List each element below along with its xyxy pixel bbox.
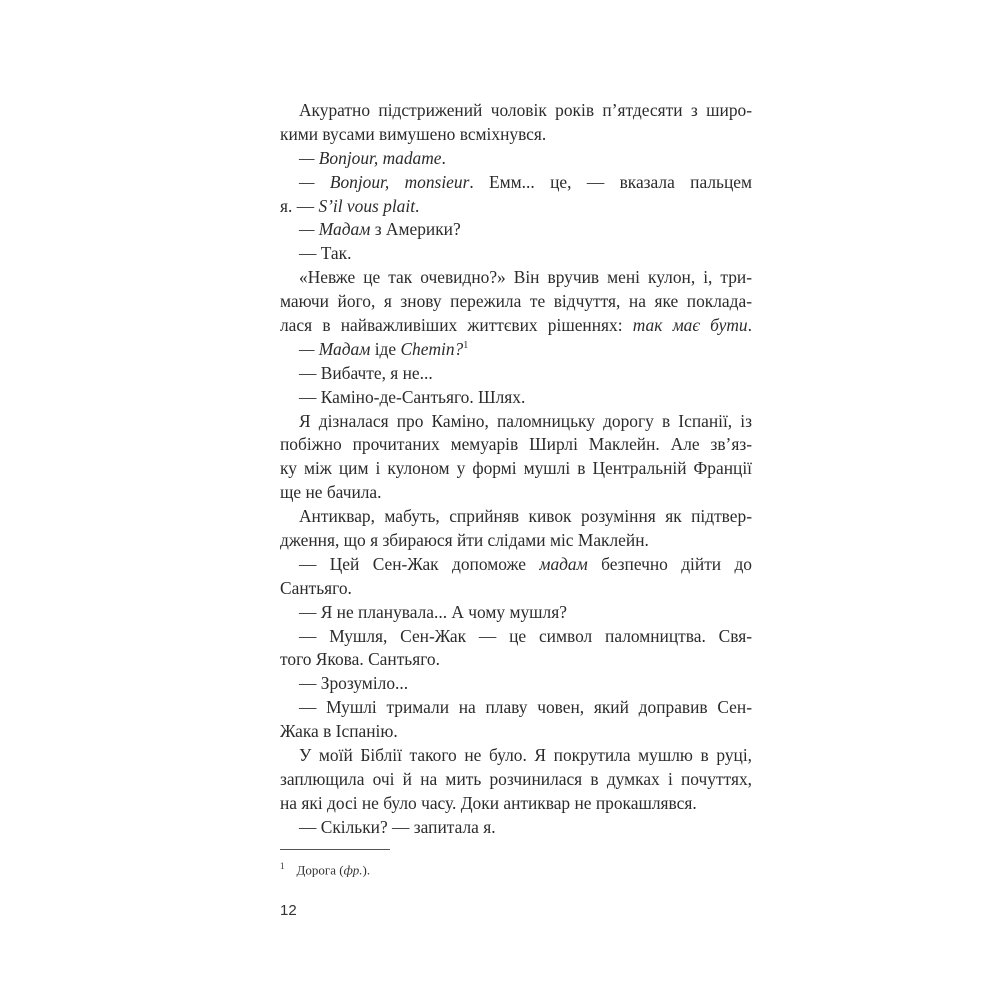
text: безпечно дійти до (587, 553, 753, 574)
text: Антиквар, мабуть, сприйняв кивок розуміння як підтвер- (299, 506, 752, 527)
dialogue-line (280, 386, 752, 410)
text: . (415, 195, 420, 216)
text: заплющила очі й на мить розчинилася в думках і почуттях, (280, 768, 752, 789)
italic-text: — Мадам (299, 219, 371, 240)
footnote-reference: 1 (463, 340, 469, 352)
dialogue-line (280, 601, 752, 625)
page-body (280, 99, 752, 840)
text: — Мушля, Сен-Жак — це символ паломництва. Свя- (299, 625, 752, 646)
italic-text: — Bonjour, monsieur (299, 171, 470, 192)
text: . (747, 315, 752, 336)
text-line (280, 481, 752, 505)
dialogue-line (280, 147, 752, 171)
text-line (280, 266, 752, 290)
text-line (280, 648, 752, 672)
italic-text: мадам (539, 553, 588, 574)
text-line (280, 529, 752, 553)
dialogue-line (280, 218, 752, 242)
text: — Зрозуміло... (299, 673, 409, 694)
text: дження, що я збираюся йти слідами міс Маклейн. (280, 530, 649, 551)
text: . Емм... це, — вказала пальцем (469, 171, 752, 192)
text-line (280, 577, 752, 601)
italic-text: Chemin? (400, 338, 464, 359)
text: з Америки? (370, 219, 461, 240)
dialogue-line (280, 672, 752, 696)
dialogue-line (280, 696, 752, 720)
text: — Цей Сен-Жак допоможе (299, 553, 540, 574)
text: У моїй Біблії такого не було. Я покрутила мушлю в руці, (299, 745, 752, 766)
text: того Якова. Сантьяго. (280, 649, 440, 670)
text: кими вусами вимушено всміхнувся. (280, 123, 547, 144)
text: Я дізналася про Каміно, паломницьку дорогу в Іспанії, із (299, 410, 752, 431)
page-number: 12 (280, 902, 297, 919)
text-line (280, 314, 752, 338)
text: . (441, 147, 446, 168)
text-line (280, 720, 752, 744)
text: я. — (280, 195, 319, 216)
text: побіжно прочитаних мемуарів Ширлі Маклейн. Але зв’яз- (280, 434, 752, 455)
footnote-text: Дорога ( (296, 862, 344, 878)
dialogue-line (280, 171, 752, 195)
text-line (280, 195, 752, 219)
text-line (280, 505, 752, 529)
dialogue-line (280, 625, 752, 649)
text-line (280, 457, 752, 481)
text: — Я не планувала... А чому мушля? (299, 601, 567, 622)
text: «Невже це так очевидно?» Він вручив мені кулон, і, три- (299, 267, 752, 288)
text: ще не бачила. (280, 482, 382, 503)
dialogue-line (280, 816, 752, 840)
footnote (280, 857, 370, 879)
italic-text: — Bonjour, madame (299, 147, 442, 168)
text: Жака в Іспанію. (280, 721, 398, 742)
footnote-number: 1 (280, 861, 285, 871)
italic-text: S’il vous plait (318, 195, 416, 216)
text: лася в найважливіших життєвих рішеннях: (280, 315, 633, 336)
footnote-text: ). (362, 862, 371, 878)
text: — Каміно-де-Сантьяго. Шлях. (299, 386, 526, 407)
text-line (280, 123, 752, 147)
dialogue-line (280, 553, 752, 577)
text: — Скільки? — запитала я. (299, 816, 496, 837)
text: — Так. (299, 243, 352, 264)
text-line (280, 768, 752, 792)
text-line (280, 290, 752, 314)
dialogue-line (280, 362, 752, 386)
text: на які досі не було часу. Доки антиквар не прокашлявся. (280, 792, 697, 813)
text: — Мушлі тримали на плаву човен, який доправив Сен- (299, 697, 752, 718)
text: іде (370, 338, 401, 359)
text: ку між цим і кулоном у формі мушлі в Центральній Франції (280, 458, 752, 479)
dialogue-line (280, 338, 752, 362)
text: маючи його, я знову пережила те відчуття, на яке поклада- (280, 291, 752, 312)
text: — Вибачте, я не... (299, 362, 433, 383)
italic-text: — Мадам (299, 338, 371, 359)
footnote-divider (280, 849, 390, 850)
text-line (280, 99, 752, 123)
text-line (280, 410, 752, 434)
text: Акуратно підстрижений чоловік років п’ятдесяти з широ- (299, 100, 752, 120)
text-line (280, 792, 752, 816)
text-line (280, 744, 752, 768)
footnote-italic: фр. (343, 862, 363, 878)
text: Сантьяго. (280, 577, 352, 598)
italic-text: так має бути (632, 315, 748, 336)
text-line (280, 433, 752, 457)
dialogue-line (280, 242, 752, 266)
